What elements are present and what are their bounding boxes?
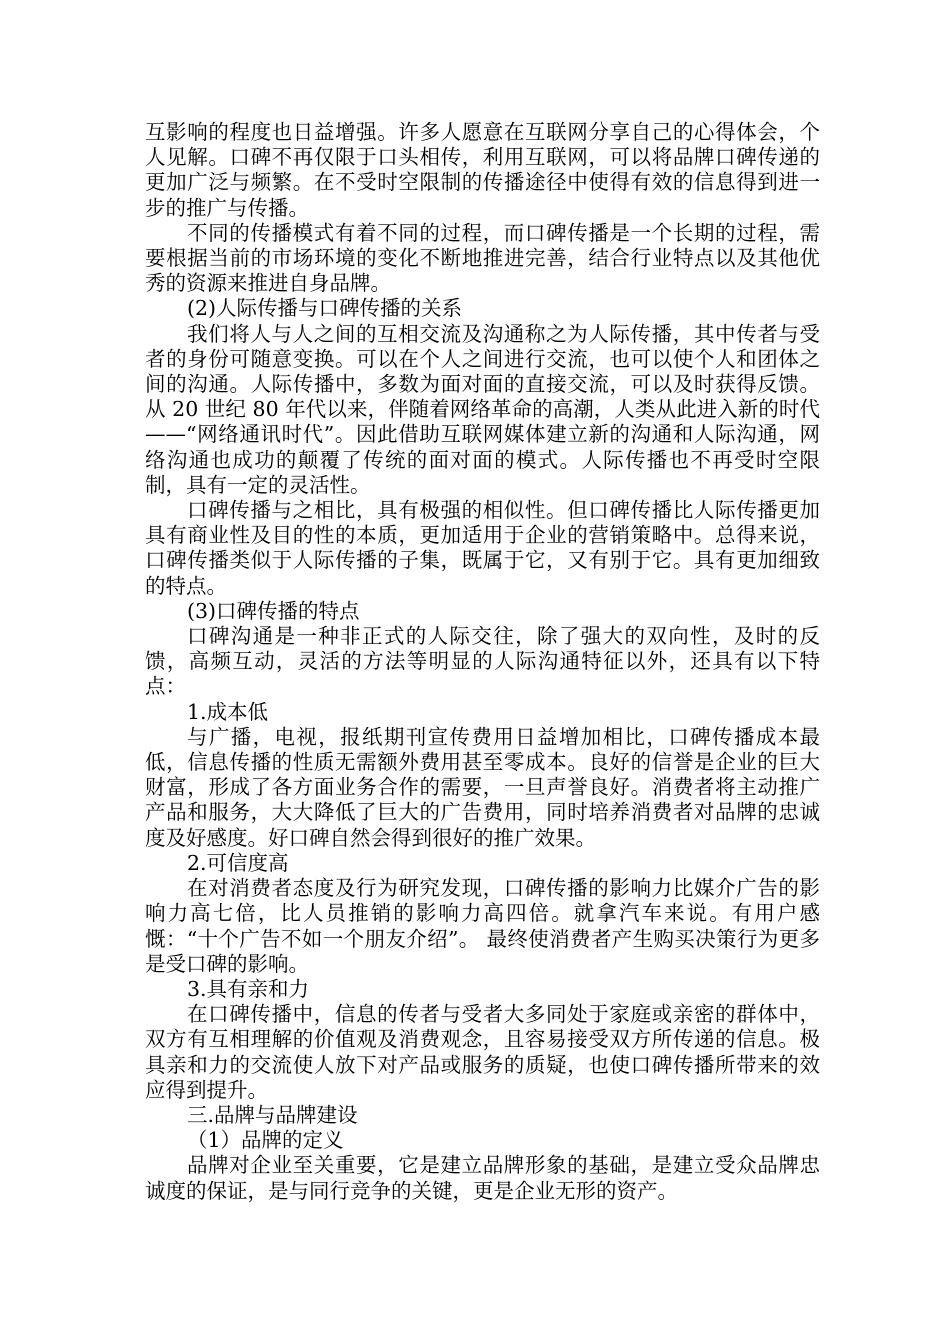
paragraph: 与广播，电视，报纸期刊宣传费用日益增加相比，口碑传播成本最低，信息传播的性质无需额外费用甚至零成本。良好的信誉是企业的巨大财富，形成了各方面业务合作的需要，一旦声誉良好。消费者将主动推广产品和服务，大大降低了巨大的广告费用，同时培养消费者对品牌的忠诚度及好感度。好口碑自然会得到很好的推广效果。 [145,724,820,850]
chapter-heading: 三.品牌与品牌建设 [187,1102,358,1127]
subsection-heading: 2.可信度高 [187,850,289,875]
paragraph: 不同的传播模式有着不同的过程，而口碑传播是一个长期的过程，需要根据当前的市场环境的变化不断地推进完善，结合行业特点以及其他优秀的资源来推进自身品牌。 [145,220,820,296]
paragraph: 在口碑传播中，信息的传者与受者大多同处于家庭或亲密的群体中，双方有互相理解的价值观及消费观念，且容易接受双方所传递的信息。极具亲和力的交流使人放下对产品或服务的质疑，也使口碑传播所带来的效应得到提升。 [145,1002,820,1102]
paragraph: 互影响的程度也日益增强。许多人愿意在互联网分享自己的心得体会，个人见解。口碑不再仅限于口头相传，利用互联网，可以将品牌口碑传递的更加广泛与频繁。在不受时空限制的传播途径中使得有效的信息得到进一步的推广与传播。 [145,120,820,220]
subsection-heading: 1.成本低 [187,699,269,724]
section-heading: （1）品牌的定义 [187,1128,344,1153]
subsection-heading: 3.具有亲和力 [187,976,310,1001]
document-body [145,120,820,1204]
section-heading: (3)口碑传播的特点 [187,598,360,623]
paragraph: 口碑沟通是一种非正式的人际交往，除了强大的双向性，及时的反馈，高频互动，灵活的方法等明显的人际沟通特征以外，还具有以下特点： [145,624,820,699]
paragraph: 口碑传播与之相比，具有极强的相似性。但口碑传播比人际传播更加具有商业性及目的性的本质，更加适用于企业的营销策略中。总得来说，口碑传播类似于人际传播的子集，既属于它，又有别于它。具有更加细致的特点。 [145,498,820,598]
paragraph: 品牌对企业至关重要，它是建立品牌形象的基础，是建立受众品牌忠诚度的保证，是与同行竞争的关键，更是企业无形的资产。 [145,1153,820,1203]
section-heading: (2)人际传播与口碑传播的关系 [187,296,463,321]
paragraph: 在对消费者态度及行为研究发现，口碑传播的影响力比媒介广告的影响力高七倍，比人员推销的影响力高四倍。就拿汽车来说。有用户感慨：“十个广告不如一个朋友介绍”。 最终使消费者产生购买决策行为更多是受口碑的影响。 [145,876,820,976]
paragraph: 我们将人与人之间的互相交流及沟通称之为人际传播，其中传者与受者的身份可随意变换。可以在个人之间进行交流，也可以使个人和团体之间的沟通。人际传播中，多数为面对面的直接交流，可以及时获得反馈。从 20 世纪 80 年代以来，伴随着网络革命的高潮，人类从此进入新的时代——“网络通讯时代”。因此借助互联网媒体建立新的沟通和人际沟通，网络沟通也成功的颠覆了传统的面对面的模式。人际传播也不再受时空限制，具有一定的灵活性。 [145,321,820,497]
